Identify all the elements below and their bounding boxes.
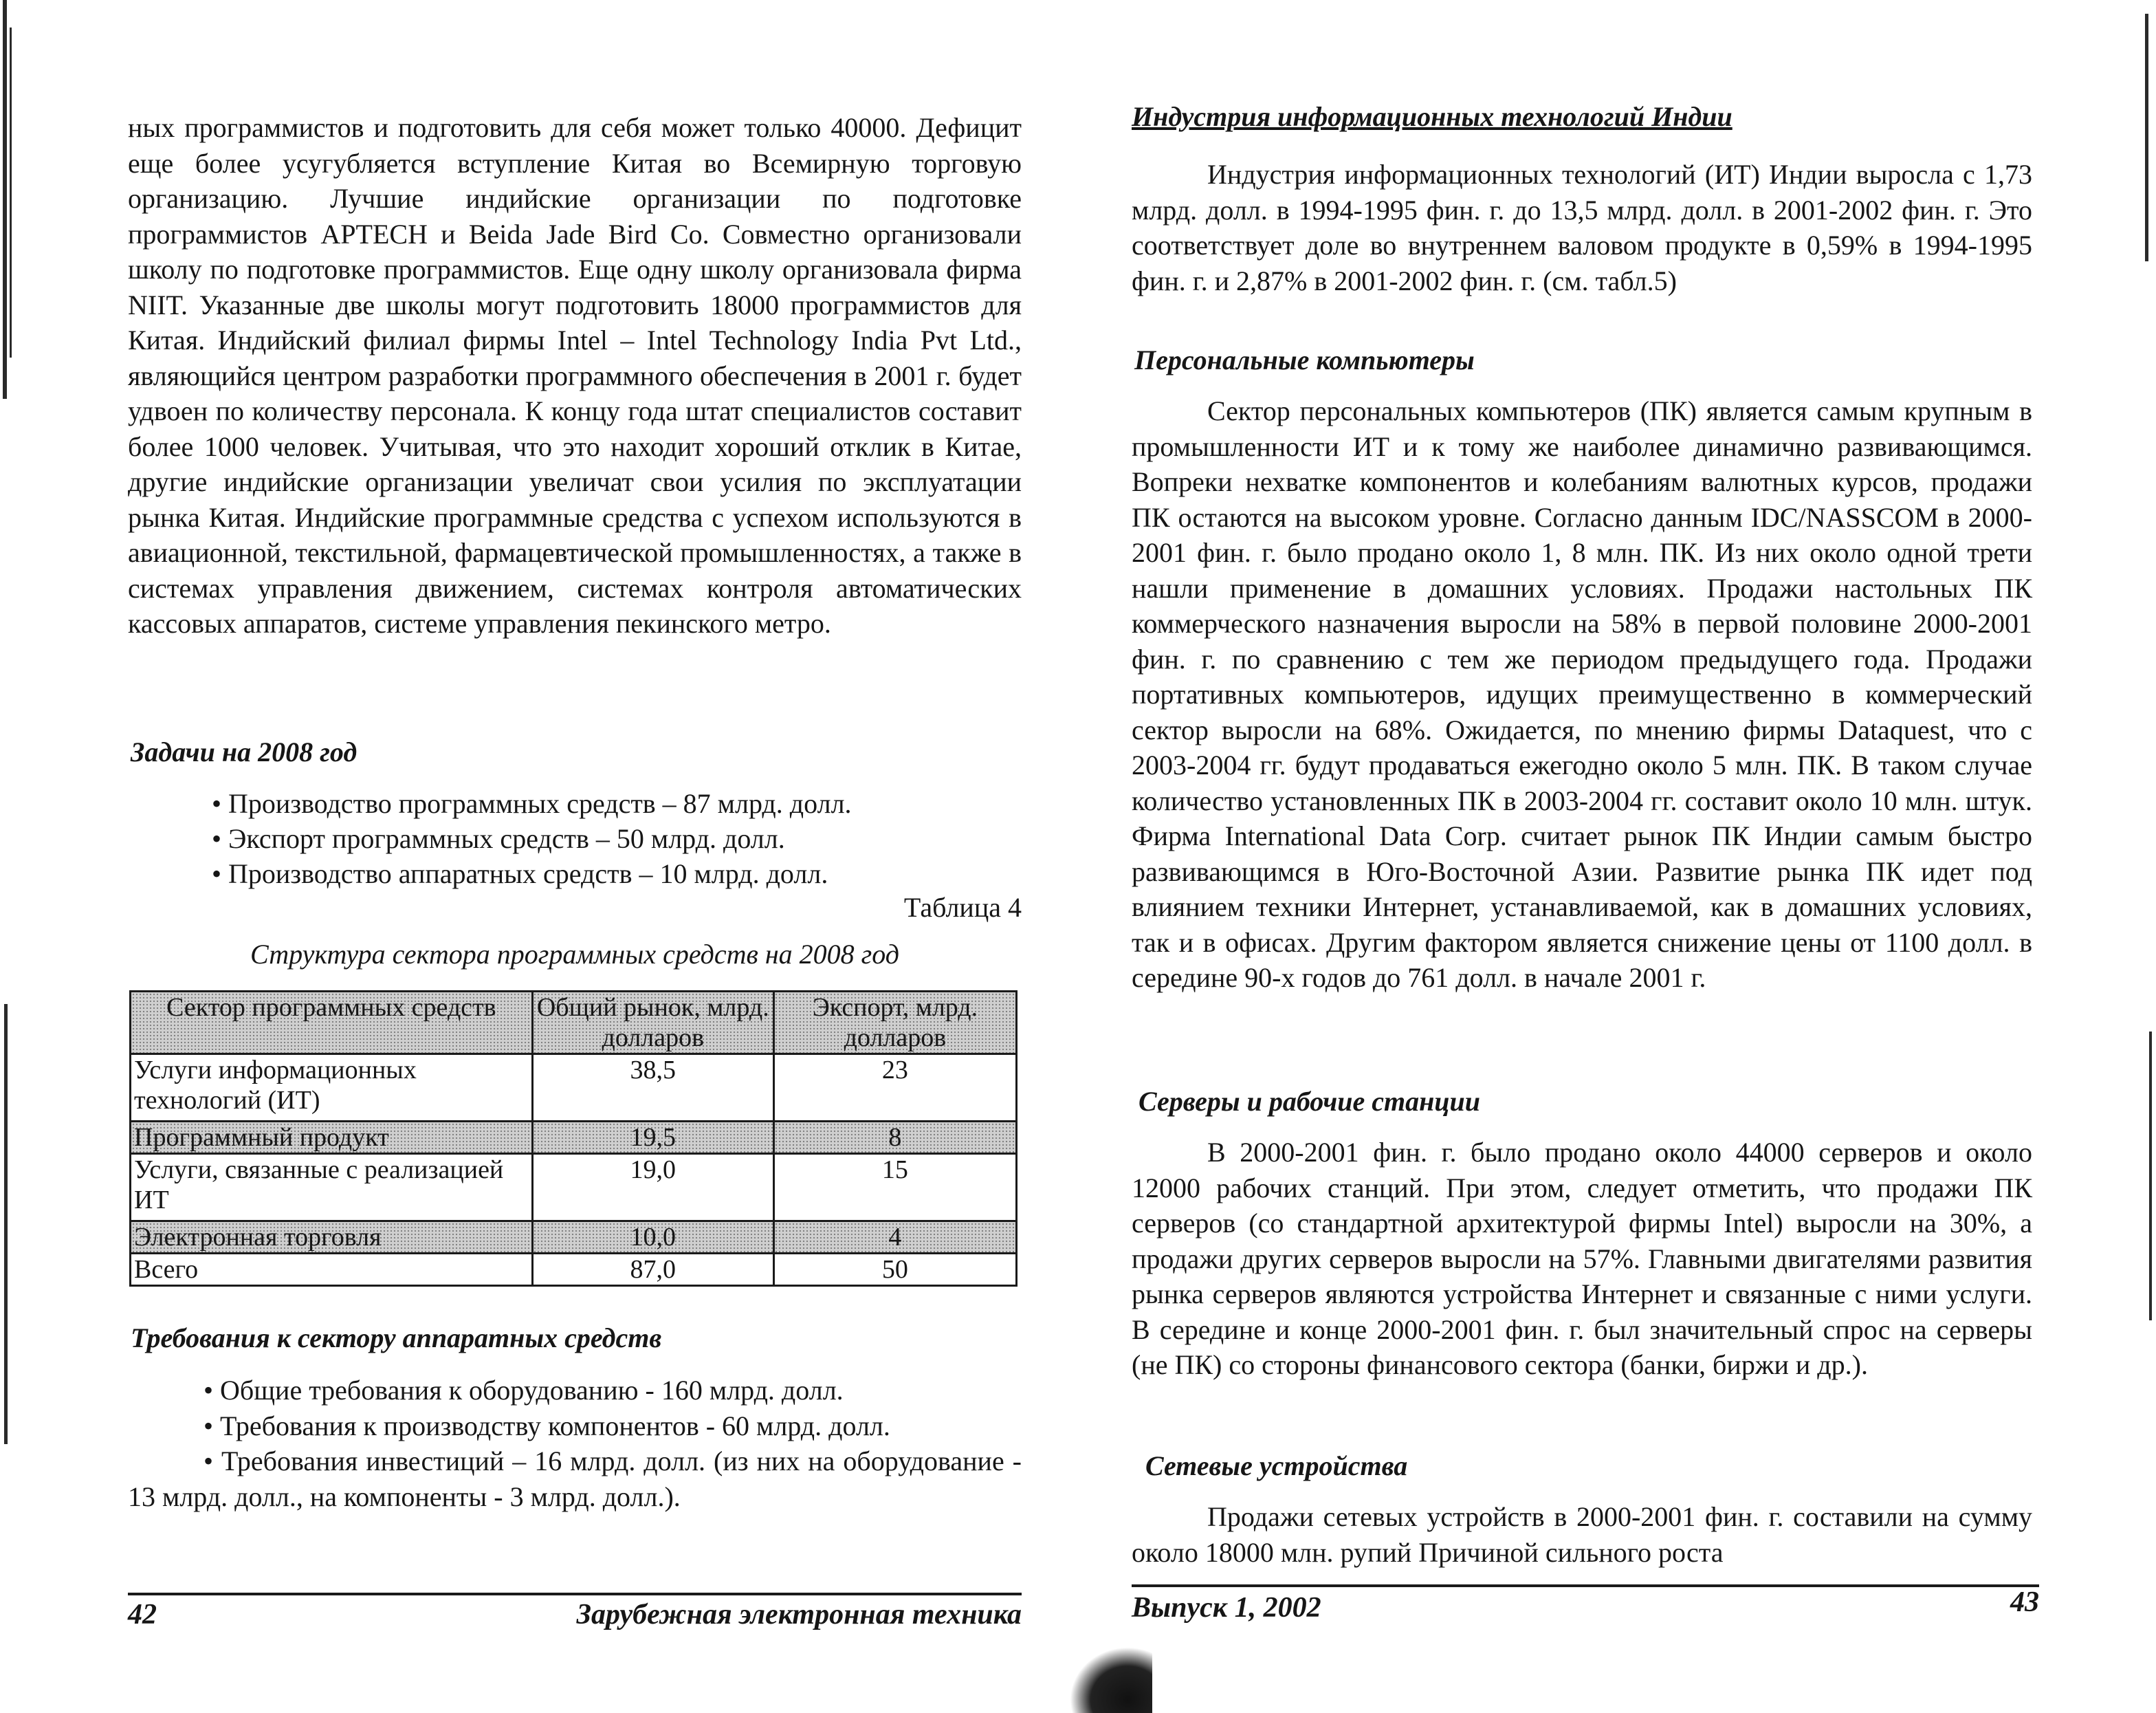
table-cell: 8: [773, 1122, 1016, 1154]
table-row: [131, 1122, 1017, 1154]
table-cell: 50: [773, 1254, 1016, 1286]
scan-edge-mark: [4, 1004, 8, 1444]
table-cell: Услуги информационных технологий (ИТ): [131, 1054, 533, 1122]
network-block: [1132, 1499, 2032, 1570]
pc-heading: Персональные компьютеры: [1134, 345, 1475, 375]
pc-paragraph: Сектор персональных компьютеров (ПК) является самым крупным в промышленности ИТ и к тому же наиболее динамично развивающимся. Вопреки нехватке компонентов и колебаниям валютных курсов, продажи ПК остаются на высоком уровне. Согласно данным IDC/NASSCOM в 2000-2001 фин. г. было продано около 1, 8 млн. ПК. Из них около одной трети нашли применение в домашних условиях. Продажи настольных ПК коммерческого назначения выросли на 58% в первой половине 2000-2001 фин. г. по сравнению с тем же периодом предыдущего года. Продажи портативных компьютеров, идущих преимущественно в коммерческий сектор выросли на 68%. Ожидается, по мнению фирмы Dataquest, что с 2003-2004 гг. будут продаваться ежегодно около 5 млн. ПК. В таком случае количество установленных ПК в 2003-2004 гг. составит около 10 млн. штук. Фирма International Data Corp. считает рынок ПК Индии самым быстро развивающимся в Юго-Восточной Азии. Развитие рынка ПК идет под влиянием техники Интернет, устанавливаемой, как в домашних условиях, так и в офисах. Другим фактором является снижение цены от 1100 долл. в середине 90-х годов до 761 долл. в начале 2001 г.: [1132, 395, 2032, 993]
footer-journal-title: Зарубежная электронная техника: [576, 1599, 1022, 1630]
software-sector-table: [129, 990, 1018, 1287]
table-cell: Программный продукт: [131, 1122, 533, 1154]
table-cell: 19,5: [532, 1122, 773, 1154]
table-cell: Всего: [131, 1254, 533, 1286]
table-cell: 4: [773, 1221, 1016, 1254]
scan-edge-mark: [2149, 1032, 2152, 1320]
table-cell: 38,5: [532, 1054, 773, 1122]
right-page: [1132, 0, 2039, 1713]
list-item: • Требования к производству компонентов - 60 млрд. долл.: [204, 1410, 890, 1441]
table-number: Таблица 4: [903, 892, 1022, 923]
list-item: • Экспорт программных средств – 50 млрд. долл.: [212, 823, 785, 854]
servers-paragraph: В 2000-2001 фин. г. было продано около 44000 серверов и около 12000 рабочих станций. При этом, следует отметить, что продажи ПК серверов (со стандартной архитектурой фирмы Intel) выросли на 30%, а продажи других серверов выросли на 57%. Главными двигателями развития рынка серверов являются устройства Интернет и связанные с ними услуги. В середине и конце 2000-2001 фин. г. был значительный спрос на серверы (не ПК) со стороны финансового сектора (банки, биржи и др.).: [1132, 1137, 2032, 1380]
table-header-row: [131, 992, 1017, 1054]
table-cell: Электронная торговля: [131, 1221, 533, 1254]
table-caption: Структура сектора программных средств на 2008 год: [250, 939, 899, 970]
servers-heading: Серверы и рабочие станции: [1138, 1086, 1481, 1117]
list-item: • Общие требования к оборудованию - 160 млрд. долл.: [204, 1375, 844, 1406]
footer-rule: [1132, 1584, 2039, 1587]
footer-issue: Выпуск 1, 2002: [1132, 1592, 1321, 1624]
table-row: [131, 1154, 1017, 1221]
list-item: • Требования инвестиций – 16 млрд. долл. (из них на оборудование - 13 млрд. долл., на компоненты - 3 млрд. долл.).: [128, 1445, 1022, 1512]
table-header-cell: Сектор программных средств: [131, 992, 533, 1054]
intro-paragraph: Индустрия информационных технологий (ИТ) Индии выросла с 1,73 млрд. долл. в 1994-1995 фин. г. до 13,5 млрд. долл. в 2001-2002 фин. г. Это соответствует доле во внутреннем валовом продукте в 0,59% в 1994-1995 фин. г. и 2,87% в 2001-2002 фин. г. (см. табл.5): [1132, 159, 2032, 296]
table-row: [131, 1254, 1017, 1286]
table-row: [131, 1221, 1017, 1254]
scan-edge-mark: [10, 28, 12, 358]
list-item: • Производство аппаратных средств – 10 млрд. долл.: [212, 858, 828, 889]
table-row: [131, 1054, 1017, 1122]
footer-rule: [128, 1593, 1022, 1595]
table-header-cell: Общий рынок, млрд. долларов: [532, 992, 773, 1054]
pc-block: [1132, 393, 2032, 996]
network-paragraph: Продажи сетевых устройств в 2000-2001 фин. г. составили на сумму около 18000 млн. рупий Причиной сильного роста: [1132, 1501, 2032, 1568]
table-cell: 87,0: [532, 1254, 773, 1286]
tasks-heading: Задачи на 2008 год: [131, 737, 358, 767]
article-title: Индустрия информационных технологий Индии: [1132, 101, 1732, 132]
table-cell: 23: [773, 1054, 1016, 1122]
left-page: [128, 0, 1022, 1713]
scan-edge-mark: [2145, 14, 2148, 261]
table-header-cell: Экспорт, млрд. долларов: [773, 992, 1016, 1054]
tasks-list: [212, 786, 1023, 891]
table-cell: 15: [773, 1154, 1016, 1221]
table-cell: 19,0: [532, 1154, 773, 1221]
left-paragraph: ных программистов и подготовить для себя может только 40000. Дефицит еще более усугубляется вступление Китая во Всемирную торговую организацию. Лучшие индийские организации по подготовке программистов APTECH и Beida Jade Bird Co. Совместно организовали школу по подготовке программистов. Еще одну школу организовала фирма NIIT. Указанные две школы могут подготовить 18000 программистов для Китая. Индийский филиал фирмы Intel – Intel Technology India Pvt Ltd., являющийся центром разработки программного обеспечения в 2001 г. будет удвоен по количеству персонала. К концу года штат специалистов составит более 1000 человек. Учитывая, что это находит хороший отклик в Китае, другие индийские организации увеличат свои усилия по эксплуатации рынка Китая. Индийские программные средства с успехом используются в авиационной, текстильной, фармацевтической промышленностях, а также в системах управления движением, системах контроля автоматических кассовых аппаратов, системе управления пекинского метро.: [128, 112, 1022, 639]
table-cell: Услуги, связанные с реализацией ИТ: [131, 1154, 533, 1221]
list-item: • Производство программных средств – 87 млрд. долл.: [212, 788, 852, 819]
hw-heading: Требования к сектору аппаратных средств: [131, 1322, 662, 1353]
left-paragraph-block: [128, 110, 1022, 642]
intro-block: [1132, 157, 2032, 298]
hw-list: [128, 1373, 1022, 1514]
scan-edge-mark: [3, 0, 7, 399]
page-number: 42: [128, 1599, 157, 1630]
page-number: 43: [2010, 1586, 2039, 1618]
table-cell: 10,0: [532, 1221, 773, 1254]
servers-block: [1132, 1135, 2032, 1383]
network-heading: Сетевые устройства: [1145, 1450, 1408, 1481]
